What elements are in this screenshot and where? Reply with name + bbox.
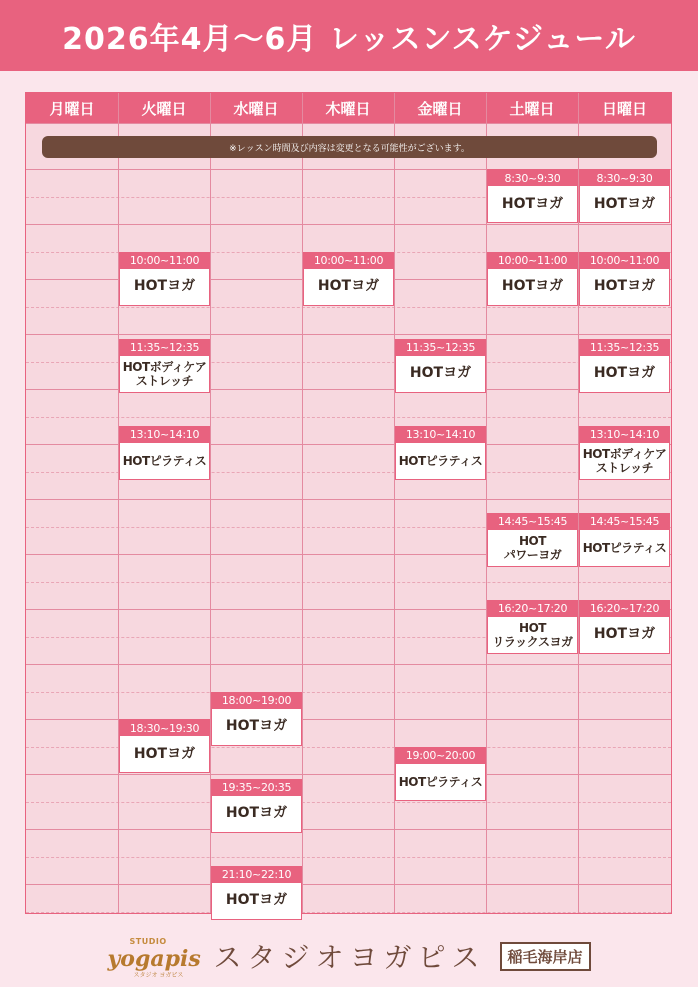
logo-studio-text: STUDIO <box>129 937 167 946</box>
lesson-name: HOTボディケア ストレッチ <box>122 359 207 388</box>
lesson-card <box>119 252 210 306</box>
lesson-name: HOTヨガ <box>317 278 380 294</box>
lesson-card <box>487 513 578 567</box>
lesson-name: HOTヨガ <box>593 278 656 294</box>
lesson-time: 19:00~20:00 <box>396 748 485 764</box>
studio-logo <box>107 934 199 978</box>
grid-line <box>26 912 671 913</box>
lesson-card <box>395 426 486 480</box>
day-header: 日曜日 <box>578 93 671 123</box>
lesson-time: 16:20~17:20 <box>580 601 669 617</box>
grid-line <box>26 224 671 225</box>
lesson-time: 11:35~12:35 <box>120 340 209 356</box>
column-divider <box>118 93 119 913</box>
lesson-time: 11:35~12:35 <box>580 340 669 356</box>
lesson-time: 18:00~19:00 <box>212 693 301 709</box>
lesson-time: 14:45~15:45 <box>580 514 669 530</box>
lesson-time: 10:00~11:00 <box>304 253 393 269</box>
lesson-name: HOTヨガ <box>501 195 564 212</box>
lesson-card <box>211 692 302 746</box>
lesson-card <box>579 600 670 654</box>
grid-line <box>26 829 671 830</box>
footer <box>0 925 698 987</box>
lesson-card <box>579 169 670 223</box>
lesson-name: HOTヨガ <box>501 278 564 294</box>
grid-line <box>26 582 671 583</box>
lesson-card <box>119 719 210 773</box>
grid-line <box>26 692 671 693</box>
lesson-time: 14:45~15:45 <box>488 514 577 530</box>
lesson-card <box>487 252 578 306</box>
lesson-card <box>579 339 670 393</box>
lesson-name: HOTボディケア ストレッチ <box>582 446 667 475</box>
lesson-name: HOTヨガ <box>593 365 656 382</box>
lesson-name: HOTヨガ <box>133 745 196 762</box>
lesson-time: 19:35~20:35 <box>212 780 301 796</box>
grid-line <box>26 664 671 665</box>
lesson-card <box>579 513 670 567</box>
lesson-name: HOTヨガ <box>133 278 196 294</box>
lesson-time: 18:30~19:30 <box>120 720 209 736</box>
header-bar <box>0 0 698 71</box>
lesson-card <box>211 779 302 833</box>
lesson-card <box>579 252 670 306</box>
lesson-time: 10:00~11:00 <box>580 253 669 269</box>
lesson-time: 8:30~9:30 <box>488 170 577 186</box>
grid-line <box>26 802 671 803</box>
lesson-card <box>487 600 578 654</box>
day-header: 火曜日 <box>118 93 210 123</box>
lesson-time: 13:10~14:10 <box>580 427 669 443</box>
grid-line <box>26 499 671 500</box>
logo-main-text: yogapis <box>107 946 201 972</box>
lesson-card <box>119 426 210 480</box>
lesson-card <box>395 339 486 393</box>
page-title: 2026年4月～6月 レッスンスケジュール <box>62 21 636 57</box>
column-divider <box>302 93 303 913</box>
lesson-time: 8:30~9:30 <box>580 170 669 186</box>
lesson-time: 10:00~11:00 <box>488 253 577 269</box>
notice-banner: ※レッスン時間及び内容は変更となる可能性がございます。 <box>42 136 657 158</box>
schedule-board <box>25 92 672 914</box>
day-header: 月曜日 <box>26 93 118 123</box>
day-header: 水曜日 <box>210 93 302 123</box>
grid-line <box>26 334 671 335</box>
lesson-name: HOTピラティス <box>582 540 667 555</box>
lesson-name: HOTピラティス <box>398 453 483 468</box>
lesson-card <box>487 169 578 223</box>
lesson-time: 10:00~11:00 <box>120 253 209 269</box>
lesson-card <box>303 252 394 306</box>
lesson-name: HOTヨガ <box>593 195 656 212</box>
lesson-time: 16:20~17:20 <box>488 601 577 617</box>
grid-line <box>26 857 671 858</box>
lesson-time: 13:10~14:10 <box>396 427 485 443</box>
lesson-name: HOTピラティス <box>122 453 207 468</box>
lesson-name: HOT パワーヨガ <box>503 533 562 562</box>
day-header: 土曜日 <box>486 93 578 123</box>
lesson-card <box>395 747 486 801</box>
lesson-card <box>119 339 210 393</box>
lesson-card <box>211 866 302 920</box>
lesson-name: HOTピラティス <box>398 774 483 789</box>
branch-name: 稲毛海岸店 <box>500 942 591 971</box>
lesson-name: HOT リラックスヨガ <box>492 620 573 649</box>
logo-sub-text: スタジオ ヨガピス <box>133 972 184 979</box>
header-divider <box>26 123 671 124</box>
lesson-name: HOTヨガ <box>225 805 288 822</box>
day-header: 金曜日 <box>394 93 486 123</box>
grid-line <box>26 417 671 418</box>
grid-line <box>26 307 671 308</box>
lesson-time: 21:10~22:10 <box>212 867 301 883</box>
lesson-name: HOTヨガ <box>225 892 288 909</box>
lesson-name: HOTヨガ <box>409 365 472 382</box>
lesson-name: HOTヨガ <box>593 626 656 643</box>
lesson-name: HOTヨガ <box>225 718 288 734</box>
studio-name: スタジオヨガピス <box>213 941 486 974</box>
day-header: 木曜日 <box>302 93 394 123</box>
grid-line <box>26 884 671 885</box>
lesson-card <box>579 426 670 480</box>
grid-line <box>26 774 671 775</box>
lesson-time: 11:35~12:35 <box>396 340 485 356</box>
lesson-time: 13:10~14:10 <box>120 427 209 443</box>
